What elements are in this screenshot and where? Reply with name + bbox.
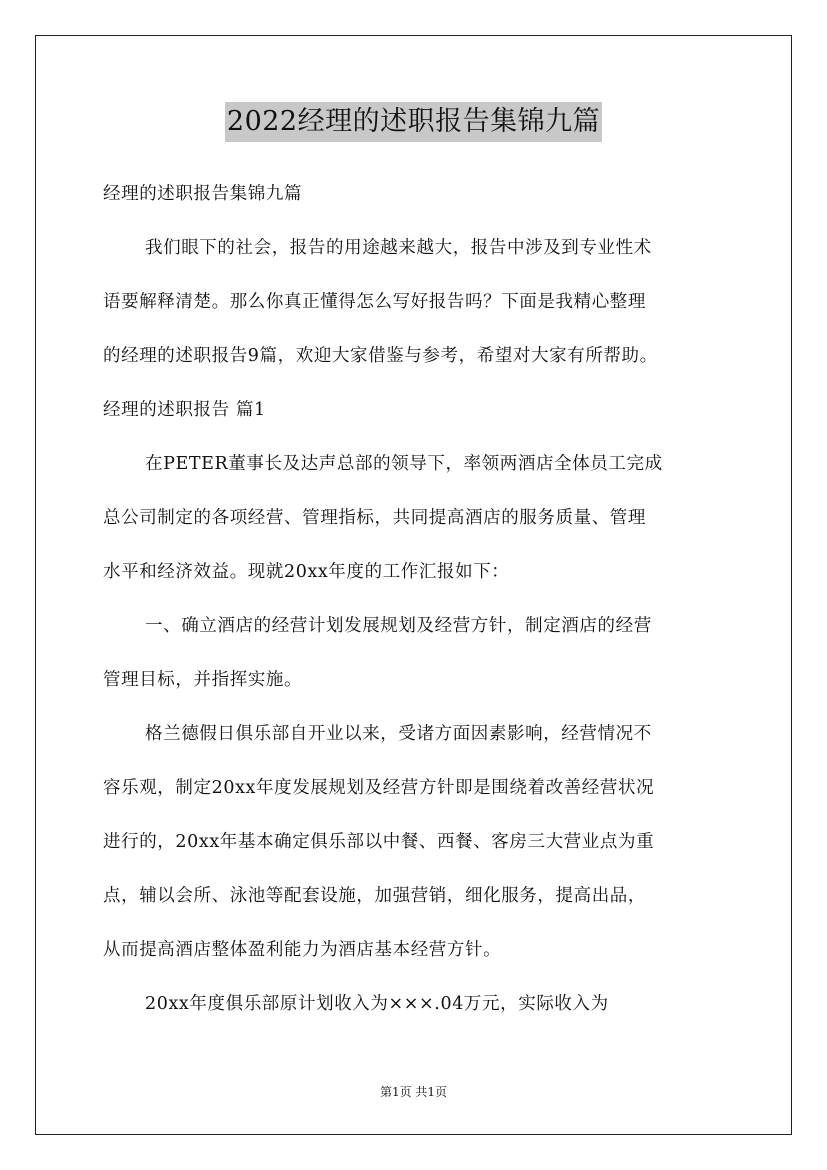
- paragraph-line: 语要解释清楚。那么你真正懂得怎么写好报告吗？下面是我精心整理: [103, 292, 646, 312]
- paragraph-line: 管理目标，并指挥实施。: [103, 670, 303, 690]
- paragraph-line: 我们眼下的社会，报告的用途越来越大，报告中涉及到专业性术: [145, 238, 652, 258]
- paragraph-line: 一、确立酒店的经营计划发展规划及经营方针，制定酒店的经营: [145, 616, 652, 636]
- paragraph-line: 格兰德假日俱乐部自开业以来，受诸方面因素影响，经营情况不: [145, 724, 652, 744]
- paragraph-line: 容乐观，制定20xx年度发展规划及经营方针即是围绕着改善经营状况: [103, 778, 655, 798]
- paragraph-line: 在PETER董事长及达声总部的领导下，率领两酒店全体员工完成: [145, 454, 663, 474]
- page-footer: 第1页 共1页: [379, 1085, 448, 1099]
- paragraph-line: 从而提高酒店整体盈利能力为酒店基本经营方针。: [103, 940, 502, 960]
- paragraph-line: 点，辅以会所、泳池等配套设施，加强营销，细化服务，提高出品，: [103, 886, 646, 906]
- paragraph-line: 进行的，20xx年基本确定俱乐部以中餐、西餐、客房三大营业点为重: [103, 832, 655, 852]
- subtitle-line: 经理的述职报告集锦九篇: [103, 184, 303, 204]
- paragraph-line: 的经理的述职报告9篇，欢迎大家借鉴与参考，希望对大家有所帮助。: [103, 346, 658, 366]
- paragraph-line: 总公司制定的各项经营、管理指标，共同提高酒店的服务质量、管理: [103, 508, 646, 528]
- paragraph-line: 水平和经济效益。现就20xx年度的工作汇报如下：: [103, 562, 510, 582]
- document-title-wrap: [0, 102, 827, 142]
- document-title: 2022经理的述职报告集锦九篇: [225, 102, 602, 142]
- paragraph-line: 20xx年度俱乐部原计划收入为×××.04万元，实际收入为: [145, 994, 609, 1014]
- section-heading: 经理的述职报告 篇1: [103, 400, 266, 420]
